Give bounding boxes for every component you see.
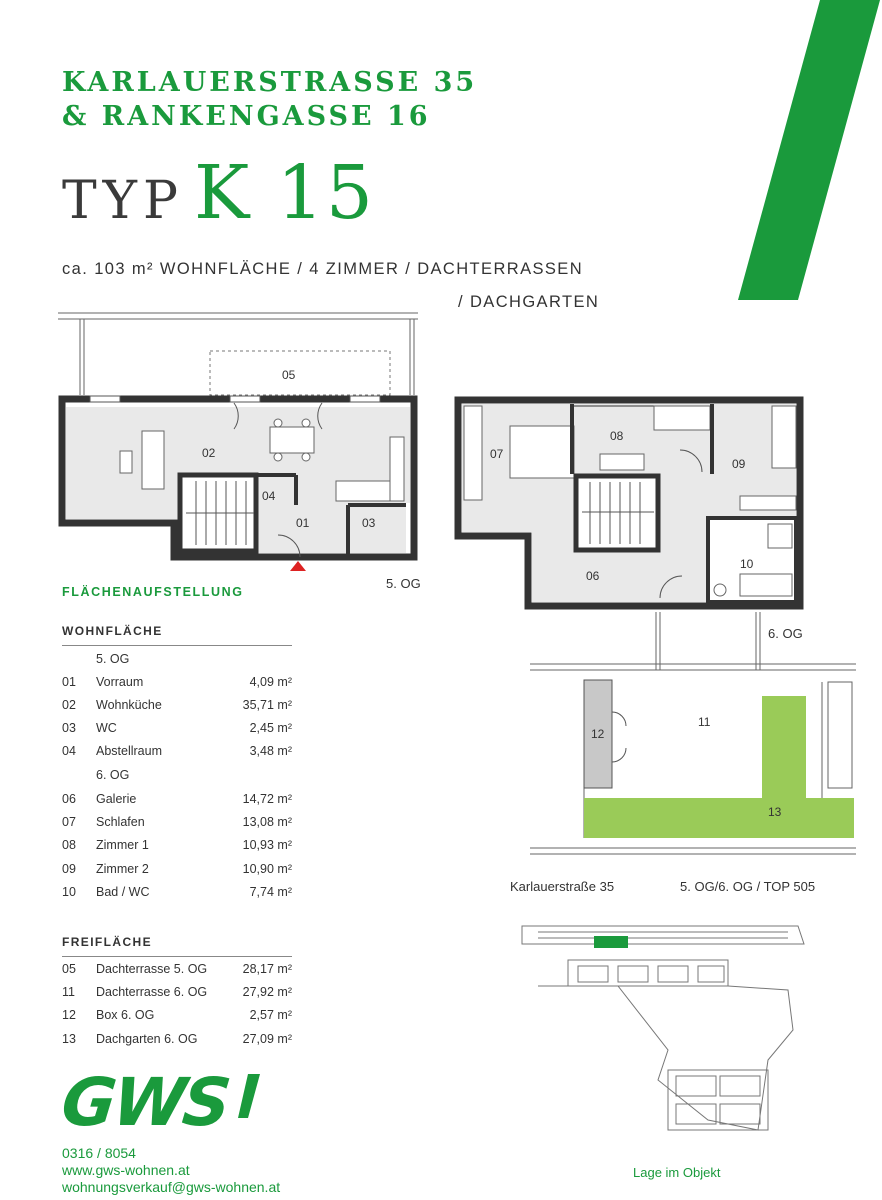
area-row-number: 06 — [62, 792, 76, 806]
area-row — [62, 985, 292, 1007]
contact-phone: 0316 / 8054 — [62, 1145, 136, 1161]
area-row-value: 27,09 m² — [242, 1032, 292, 1046]
area-row-value: 28,17 m² — [242, 962, 292, 976]
area-row — [62, 721, 292, 743]
area-row-label: WC — [96, 721, 117, 735]
area-row-value: 35,71 m² — [242, 698, 292, 712]
spec-line-1: ca. 103 m² WOHNFLÄCHE / 4 ZIMMER / DACHTERRASSEN — [62, 260, 584, 278]
green-diagonal-stripe — [730, 0, 882, 305]
room-label-13: 13 — [768, 805, 782, 819]
location-unit: 5. OG/6. OG / TOP 505 — [680, 879, 816, 894]
floorplan-5og — [50, 305, 430, 580]
logo-accent — [238, 1074, 262, 1124]
area-row-label: Box 6. OG — [96, 1008, 155, 1022]
area-row-label: Galerie — [96, 792, 137, 806]
contact-block — [62, 1145, 280, 1196]
area-row-value: 2,45 m² — [249, 721, 292, 735]
area-row-label: Zimmer 1 — [96, 838, 149, 852]
area-row — [62, 1008, 292, 1030]
room-label-06: 06 — [586, 569, 600, 583]
room-label-07: 07 — [490, 447, 504, 461]
area-row-value: 10,90 m² — [242, 862, 292, 876]
area-row-value: 14,72 m² — [242, 792, 292, 806]
type-label: TYP — [62, 171, 184, 231]
area-row-label: Schlafen — [96, 815, 145, 829]
floorplan-6og — [450, 392, 810, 622]
spec-line-2: / DACHGARTEN — [458, 293, 600, 311]
area-row — [62, 744, 292, 766]
area-row — [62, 838, 292, 860]
gws-logo — [58, 1064, 262, 1141]
room-label-10: 10 — [740, 557, 754, 571]
area-row-label: Abstellraum — [96, 744, 162, 758]
divider — [62, 956, 292, 957]
address-line-2: & RANKENGASSE 16 — [62, 101, 431, 132]
address-line-1: KARLAUERSTRASSE 35 — [62, 67, 478, 98]
contact-email[interactable]: wohnungsverkauf@gws-wohnen.at — [62, 1179, 281, 1195]
area-row-value: 13,08 m² — [242, 815, 292, 829]
area-row — [62, 962, 292, 984]
floor-label-6og: 6. OG — [768, 626, 803, 641]
area-row — [62, 792, 292, 814]
area-row — [62, 862, 292, 884]
site-plan — [518, 920, 818, 1145]
divider — [62, 645, 292, 646]
area-row-number: 04 — [62, 744, 76, 758]
area-row-value: 10,93 m² — [242, 838, 292, 852]
area-row-number: 13 — [62, 1032, 76, 1046]
area-row-label: Bad / WC — [96, 885, 150, 899]
area-row-label: Dachgarten 6. OG — [96, 1032, 198, 1046]
area-row-label: Zimmer 2 — [96, 862, 149, 876]
room-label-03: 03 — [362, 516, 376, 530]
area-row-number: 11 — [62, 985, 75, 999]
room-label-08: 08 — [610, 429, 624, 443]
area-row-number: 03 — [62, 721, 76, 735]
area-row-label: Dachterrasse 5. OG — [96, 962, 208, 976]
wohnflaeche-heading: WOHNFLÄCHE — [62, 624, 163, 638]
terrace-garden-plan — [500, 612, 870, 874]
contact-website[interactable]: www.gws-wohnen.at — [62, 1162, 190, 1178]
freiflaeche-heading: FREIFLÄCHE — [62, 935, 152, 949]
area-row-number: 02 — [62, 698, 76, 712]
room-label-04: 04 — [262, 489, 276, 503]
area-row-value: 7,74 m² — [249, 885, 292, 899]
area-row — [62, 698, 292, 720]
areas-title: FLÄCHENAUFSTELLUNG — [62, 585, 244, 599]
gws-logo-text: GWS — [58, 1064, 232, 1141]
area-row-label: Wohnküche — [96, 698, 162, 712]
area-row-number: 09 — [62, 862, 76, 876]
area-row-number: 10 — [62, 885, 76, 899]
location-street: Karlauerstraße 35 — [510, 879, 615, 894]
area-row-value: 3,48 m² — [249, 744, 292, 758]
room-label-12: 12 — [591, 727, 605, 741]
room-label-09: 09 — [732, 457, 746, 471]
floor5-subheading: 5. OG — [96, 652, 130, 666]
area-row-label: Dachterrasse 6. OG — [96, 985, 208, 999]
area-row-number: 08 — [62, 838, 76, 852]
location-caption: Lage im Objekt — [633, 1165, 721, 1180]
room-label-11: 11 — [698, 715, 711, 729]
room-label-02: 02 — [202, 446, 216, 460]
area-row-value: 27,92 m² — [242, 985, 292, 999]
address-heading — [62, 66, 477, 134]
type-heading — [62, 150, 375, 236]
floor-label-5og: 5. OG — [386, 576, 421, 591]
area-row-value: 2,57 m² — [249, 1008, 292, 1022]
area-row-number: 05 — [62, 962, 76, 976]
area-row — [62, 675, 292, 697]
area-row-value: 4,09 m² — [249, 675, 292, 689]
room-label-01: 01 — [296, 516, 310, 530]
area-row-number: 07 — [62, 815, 76, 829]
room-label-05: 05 — [282, 368, 296, 382]
floor6-subheading: 6. OG — [96, 768, 130, 782]
area-row — [62, 1032, 292, 1054]
area-row — [62, 885, 292, 907]
area-row-label: Vorraum — [96, 675, 144, 689]
area-row — [62, 815, 292, 837]
type-code: K 15 — [194, 150, 375, 236]
area-row-number: 01 — [62, 675, 76, 689]
area-row-number: 12 — [62, 1008, 76, 1022]
